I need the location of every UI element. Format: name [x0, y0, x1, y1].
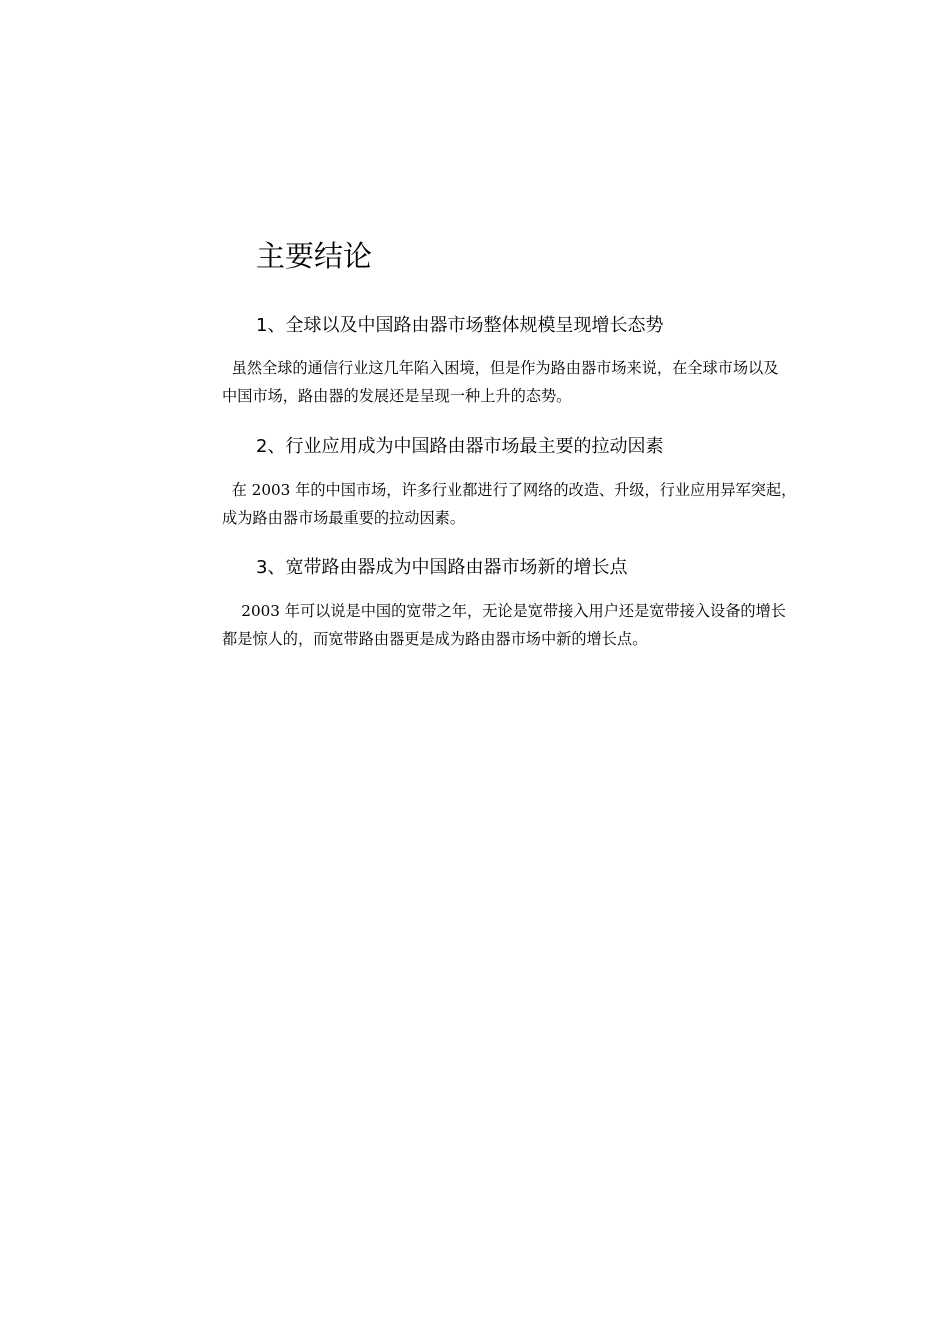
paragraph-line: 虽然全球的通信行业这几年陷入困境，但是作为路由器市场来说，在全球市场以及 — [222, 359, 779, 377]
section-paragraph-1 — [222, 354, 852, 410]
paragraph-line: 成为路由器市场最重要的拉动因素。 — [222, 509, 465, 527]
paragraph-line: 在 2003 年的中国市场，许多行业都进行了网络的改造、升级，行业应用异军突起， — [222, 481, 797, 499]
page-title: 主要结论 — [256, 239, 373, 273]
section-paragraph-2 — [222, 476, 852, 532]
section-heading-1: 1、全球以及中国路由器市场整体规模呈现增长态势 — [256, 315, 664, 336]
paragraph-line: 都是惊人的，而宽带路由器更是成为路由器市场中新的增长点。 — [222, 630, 648, 648]
section-paragraph-3 — [222, 597, 852, 653]
paragraph-line: 中国市场，路由器的发展还是呈现一种上升的态势。 — [222, 387, 572, 405]
paragraph-line: 2003 年可以说是中国的宽带之年，无论是宽带接入用户还是宽带接入设备的增长 — [222, 602, 786, 620]
section-heading-2: 2、行业应用成为中国路由器市场最主要的拉动因素 — [256, 436, 664, 457]
section-heading-3: 3、宽带路由器成为中国路由器市场新的增长点 — [256, 557, 628, 578]
